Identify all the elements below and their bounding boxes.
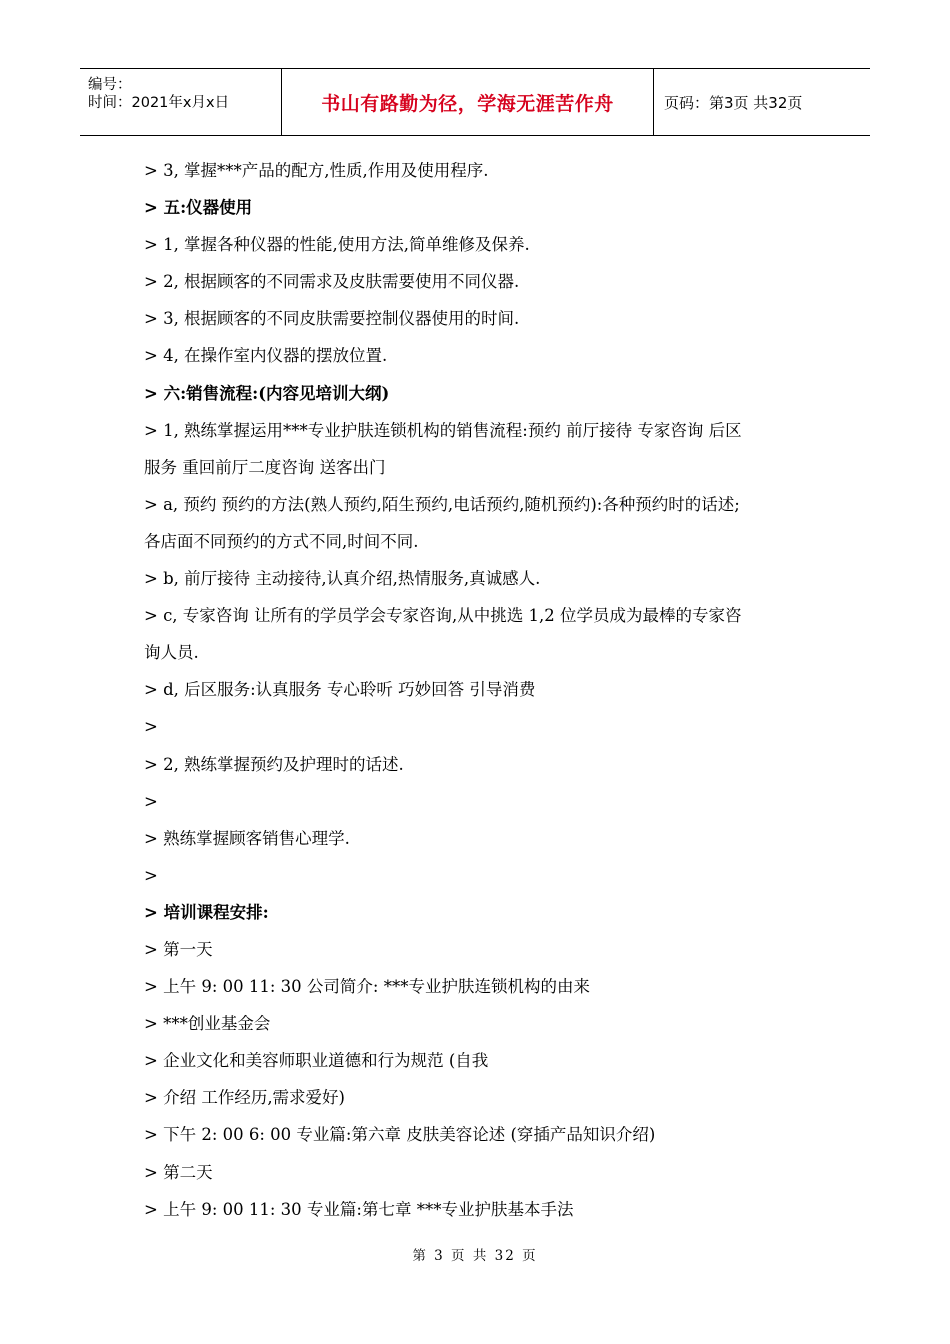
body-line: > 介绍 工作经历,需求爱好) [144, 1088, 345, 1108]
body-line: > 下午 2: 00 6: 00 专业篇:第六章 皮肤美容论述 (穿插产品知识介绍) [144, 1125, 656, 1145]
body-line: > c, 专家咨询 让所有的学员学会专家咨询,从中挑选 1,2 位学员成为最棒的专家咨 [144, 606, 742, 626]
body-line: > 第一天 [144, 939, 213, 959]
body-line: 询人员. [144, 643, 199, 663]
header-meta [80, 69, 282, 135]
body-line: 各店面不同预约的方式不同,时间不同. [144, 531, 419, 551]
body-line: > 1, 掌握各种仪器的性能,使用方法,简单维修及保养. [144, 235, 530, 255]
header-motto [282, 69, 654, 135]
body-line: > 1, 熟练掌握运用***专业护肤连锁机构的销售流程:预约 前厅接待 专家咨询 后区 [144, 420, 742, 440]
page-header [80, 68, 870, 136]
body-line: > d, 后区服务:认真服务 专心聆听 巧妙回答 引导消费 [144, 680, 536, 700]
body-line: > 2, 熟练掌握预约及护理时的话述. [144, 754, 404, 774]
motto-text: 书山有路勤为径，学海无涯苦作舟 [321, 92, 614, 115]
section-heading: > 培训课程安排: [144, 902, 269, 922]
body-line: > ***创业基金会 [144, 1014, 271, 1034]
body-line: > a, 预约 预约的方法(熟人预约,陌生预约,电话预约,随机预约):各种预约时的话述; [144, 494, 740, 514]
section-heading: > 六:销售流程:(内容见培训大纲) [144, 383, 390, 403]
body-line: > 2, 根据顾客的不同需求及皮肤需要使用不同仪器. [144, 272, 520, 292]
body-line: > 上午 9: 00 11: 30 公司简介: ***专业护肤连锁机构的由来 [144, 977, 590, 997]
body-line: > [144, 791, 158, 811]
body-line: > b, 前厅接待 主动接待,认真介绍,热情服务,真诚感人. [144, 569, 541, 589]
body-line: > 第二天 [144, 1162, 213, 1182]
page-footer: 第 3 页 共 32 页 [412, 1248, 538, 1264]
body-line: > 3, 掌握***产品的配方,性质,作用及使用程序. [144, 161, 489, 180]
body-line: > [144, 717, 158, 737]
number-label: 编号： [88, 77, 132, 93]
body-line: > 3, 根据顾客的不同皮肤需要控制仪器使用的时间. [144, 309, 520, 329]
body-line: 服务 重回前厅二度咨询 送客出门 [144, 457, 386, 477]
body-line: > 熟练掌握顾客销售心理学. [144, 828, 350, 848]
body-line: > 企业文化和美容师职业道德和行为规范 (自我 [144, 1051, 489, 1071]
body-line: > 4, 在操作室内仪器的摆放位置. [144, 346, 388, 366]
body-line: > [144, 865, 158, 885]
document-body [144, 152, 824, 1228]
header-page-info: 页码：第3页 共32页 [664, 93, 803, 112]
body-line: > 上午 9: 00 11: 30 专业篇:第七章 ***专业护肤基本手法 [144, 1199, 574, 1219]
time-label: 时间：2021年x月x日 [88, 95, 230, 111]
section-heading: > 五:仪器使用 [144, 198, 253, 218]
